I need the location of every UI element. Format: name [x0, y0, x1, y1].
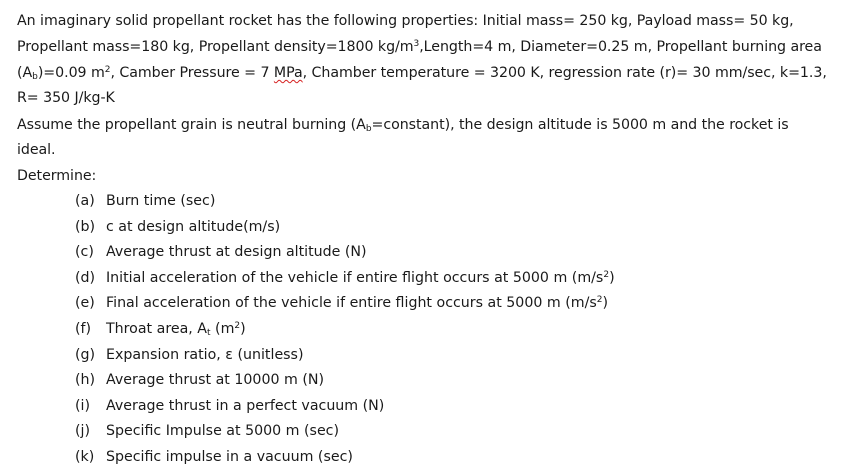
- problem-line-1: [17, 11, 794, 31]
- list-marker: (g): [75, 346, 96, 363]
- problem-line-5: [17, 115, 789, 135]
- problem-text: ,Length=4 m, Diameter=0.25 m, Propellant burning area: [419, 39, 822, 55]
- subscript: b: [365, 124, 372, 134]
- problem-text: , Camber Pressure = 7: [110, 65, 274, 81]
- problem-line-6: [17, 140, 56, 160]
- list-item-text: c at design altitude(m/s): [106, 218, 281, 235]
- list-item-text: Average thrust in a perfect vacuum (N): [106, 397, 385, 414]
- list-item: [75, 447, 615, 473]
- list-item-text: ): [602, 295, 609, 312]
- list-item-text: Initial acceleration of the vehicle if entire flight occurs at 5000 m (m/s: [106, 269, 604, 286]
- list-marker: (c): [75, 244, 94, 261]
- list-item: [75, 242, 615, 268]
- list-item: [75, 319, 615, 345]
- problem-line-2: [17, 37, 822, 57]
- list-item-text: Average thrust at design altitude (N): [106, 244, 367, 261]
- heading-text: Determine:: [17, 168, 97, 184]
- list-item-text: ): [240, 320, 246, 337]
- list-item-text: Average thrust at 10000 m (N): [106, 372, 325, 389]
- list-marker: (d): [75, 269, 96, 286]
- problem-text: ideal.: [17, 142, 56, 158]
- list-marker: (h): [75, 372, 96, 389]
- superscript: 2: [596, 295, 603, 306]
- list-item-text: Specific impulse in a vacuum (sec): [106, 448, 353, 465]
- problem-text: R= 350 J/kg-K: [17, 90, 115, 106]
- problem-text: =constant), the design altitude is 5000 m and the rocket is: [371, 117, 789, 133]
- problem-text: Assume the propellant grain is neutral burning (A: [17, 117, 366, 133]
- problem-text: (A: [17, 65, 33, 81]
- list-item-text: (m: [210, 320, 235, 337]
- list-item: [75, 191, 615, 217]
- list-item-text: Expansion ratio, ε (unitless): [106, 346, 304, 363]
- list-item: [75, 370, 615, 396]
- problem-line-3: [17, 63, 827, 83]
- superscript: 2: [234, 320, 241, 331]
- subscript: t: [207, 327, 211, 338]
- list-marker: (j): [75, 423, 91, 440]
- list-item: [75, 396, 615, 422]
- list-item: [75, 421, 615, 447]
- list-item: [75, 345, 615, 371]
- problem-text: An imaginary solid propellant rocket has the following properties: Initial mass= 250 kg, Payload mass= 50 kg,: [17, 13, 794, 29]
- superscript: 3: [413, 39, 420, 49]
- list-item-text: Throat area, A: [106, 320, 207, 337]
- list-marker: (a): [75, 193, 95, 209]
- problem-text: )=0.09 m: [37, 65, 105, 81]
- list-item: [75, 268, 615, 294]
- list-marker: (k): [75, 448, 95, 465]
- list-item-text: Burn time (sec): [106, 193, 216, 209]
- list-marker: (e): [75, 295, 95, 312]
- list-marker: (f): [75, 320, 92, 337]
- list-item-text: Specific Impulse at 5000 m (sec): [106, 423, 340, 440]
- list-item-text: Final acceleration of the vehicle if entire flight occurs at 5000 m (m/s: [106, 295, 597, 312]
- superscript: 2: [104, 65, 111, 75]
- list-marker: (b): [75, 218, 96, 235]
- determine-heading: [17, 166, 96, 186]
- list-item: [75, 217, 615, 243]
- list-item-text: ): [609, 269, 615, 286]
- list-marker: (i): [75, 397, 91, 414]
- question-list: [75, 191, 615, 473]
- subscript: b: [32, 72, 38, 82]
- list-item: [75, 293, 615, 319]
- problem-text: Propellant mass=180 kg, Propellant density=1800 kg/m: [17, 39, 414, 55]
- problem-line-4: [17, 88, 115, 108]
- problem-text: , Chamber temperature = 3200 K, regression rate (r)= 30 mm/sec, k=1.3,: [302, 65, 827, 81]
- spellcheck-flagged-word: MPa: [273, 65, 303, 81]
- superscript: 2: [603, 269, 610, 280]
